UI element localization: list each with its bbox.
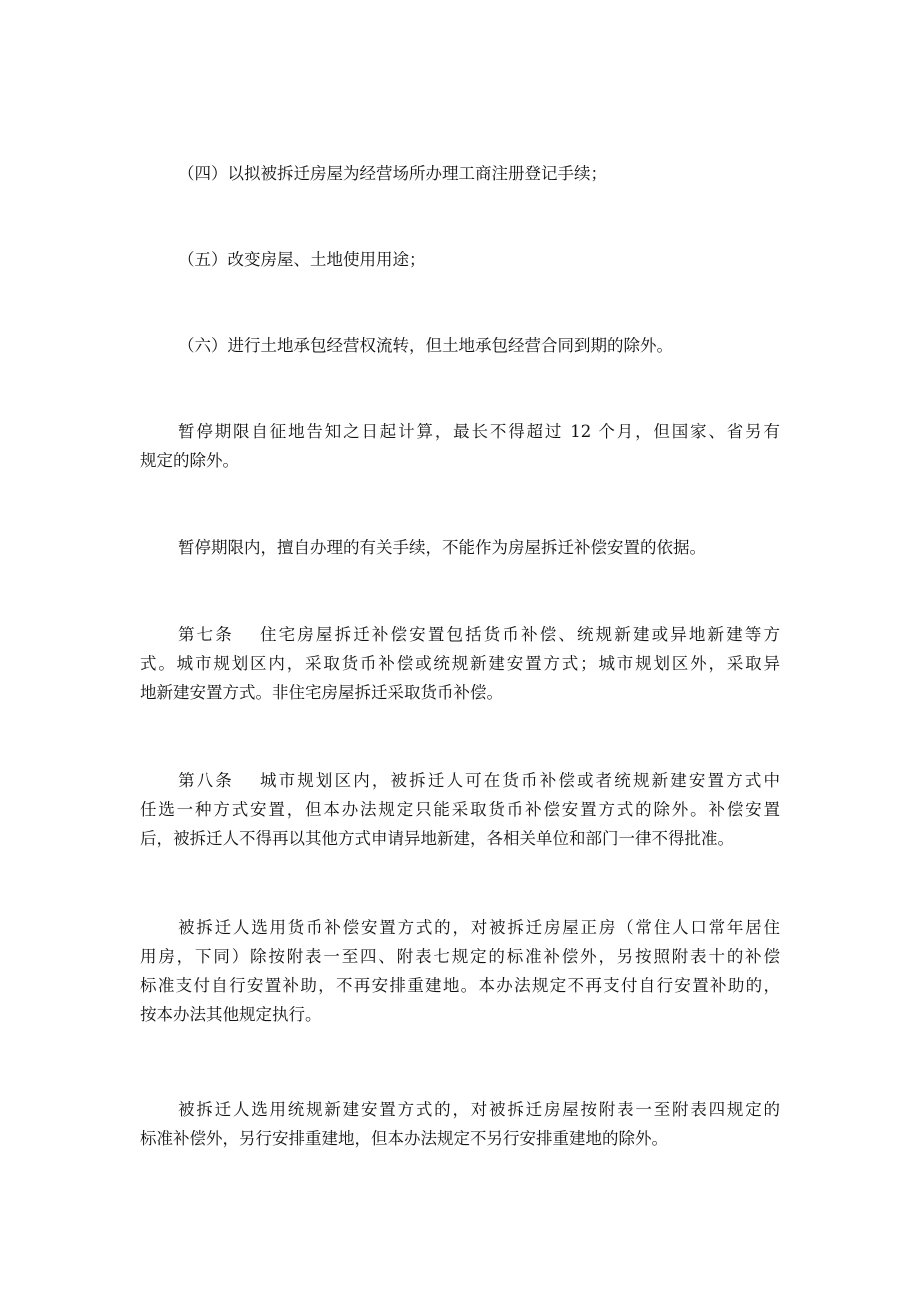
paragraph-line: 第七条 住宅房屋拆迁补偿安置包括货币补偿、统规新建或异地新建等方 — [178, 625, 780, 644]
paragraph-monetary-compensation — [140, 913, 780, 1029]
paragraph-line: 地新建安置方式。非住宅房屋拆迁采取货币补偿。 — [140, 683, 503, 702]
paragraph-line: （五）改变房屋、土地使用用途； — [178, 250, 426, 269]
paragraph-line: 暂停期限内，擅自办理的有关手续，不能作为房屋拆迁补偿安置的依据。 — [178, 538, 706, 557]
paragraph-unified-new-build — [140, 1095, 780, 1153]
paragraph-line: （六）进行土地承包经营权流转，但土地承包经营合同到期的除外。 — [178, 336, 673, 355]
paragraph-suspension-period — [140, 417, 780, 475]
article-8 — [140, 766, 780, 853]
paragraph-line: 后，被拆迁人不得再以其他方式申请异地新建，各相关单位和部门一律不得批准。 — [140, 829, 734, 848]
paragraph-line: 被拆迁人选用货币补偿安置方式的，对被拆迁房屋正房（常住人口常年居住 — [178, 918, 780, 937]
paragraph-line: （四）以拟被拆迁房屋为经营场所办理工商注册登记手续； — [178, 164, 607, 183]
paragraph-item-6 — [178, 331, 673, 360]
article-7 — [140, 620, 780, 707]
paragraph-line: 用房，下同）除按附表一至四、附表七规定的标准补偿外，另按照附表十的补偿 — [140, 947, 780, 966]
paragraph-line: 规定的除外。 — [140, 451, 239, 470]
paragraph-line: 任选一种方式安置，但本办法规定只能采取货币补偿安置方式的除外。补偿安置 — [140, 800, 780, 819]
paragraph-line: 第八条 城市规划区内，被拆迁人可在货币补偿或者统规新建安置方式中 — [178, 771, 780, 790]
paragraph-line: 标准补偿外，另行安排重建地，但本办法规定不另行安排重建地的除外。 — [140, 1129, 668, 1148]
paragraph-item-5 — [178, 245, 426, 274]
paragraph-line: 标准支付自行安置补助，不再安排重建地。本办法规定不再支付自行安置补助的， — [140, 976, 780, 995]
paragraph-line: 被拆迁人选用统规新建安置方式的，对被拆迁房屋按附表一至附表四规定的 — [178, 1100, 780, 1119]
paragraph-item-4 — [178, 159, 607, 188]
paragraph-line: 按本办法其他规定执行。 — [140, 1005, 322, 1024]
paragraph-suspension-invalid — [178, 533, 706, 562]
paragraph-line: 式。城市规划区内，采取货币补偿或统规新建安置方式；城市规划区外，采取异 — [140, 654, 780, 673]
paragraph-line: 暂停期限自征地告知之日起计算，最长不得超过 12 个月，但国家、省另有 — [178, 422, 780, 441]
